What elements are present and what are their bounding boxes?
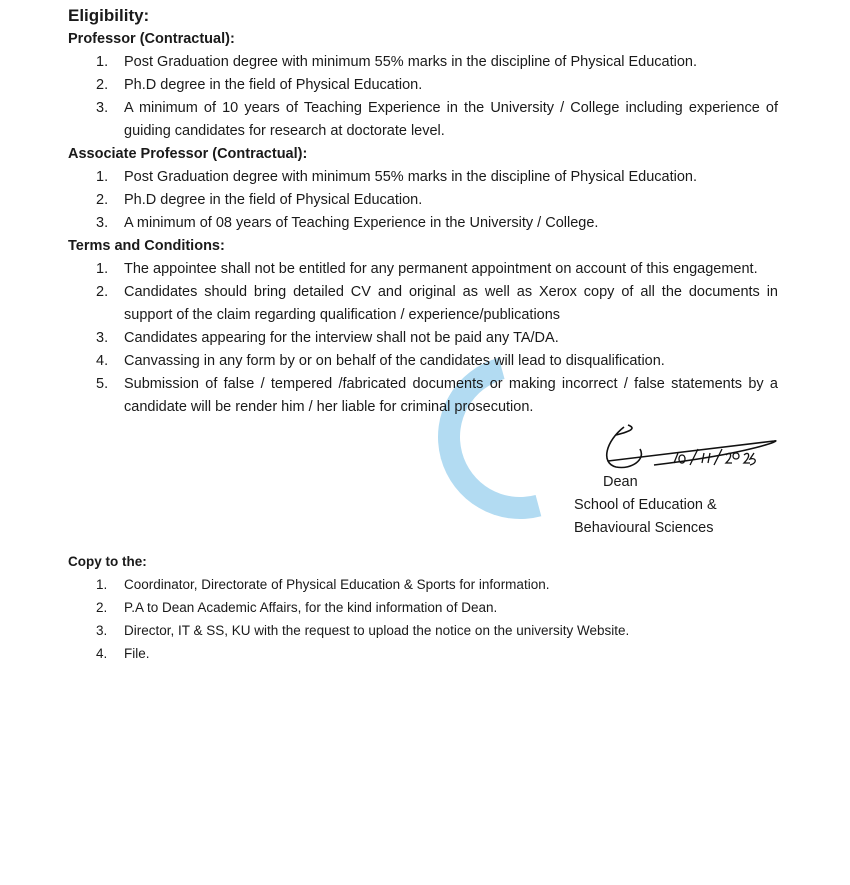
signature	[594, 423, 794, 471]
list-number: 3.	[96, 623, 108, 638]
list-number: 2.	[96, 284, 109, 300]
terms-heading: Terms and Conditions:	[68, 238, 225, 254]
list-text: Ph.D degree in the field of Physical Education.	[124, 192, 423, 208]
list-text: P.A to Dean Academic Affairs, for the kind information of Dean.	[124, 600, 498, 615]
list-item	[68, 596, 768, 619]
list-item	[68, 373, 778, 419]
list-item	[68, 281, 778, 327]
list-item	[68, 166, 778, 189]
signature-area	[574, 423, 814, 540]
list-item	[68, 327, 778, 350]
eligibility-heading: Eligibility:	[68, 6, 150, 25]
signature-block	[574, 471, 814, 540]
list-number: 3.	[96, 330, 109, 346]
list-number: 2.	[96, 600, 108, 615]
professor-heading: Professor (Contractual):	[68, 31, 235, 47]
list-number: 1.	[96, 54, 109, 70]
list-text: Coordinator, Directorate of Physical Education & Sports for information.	[124, 577, 550, 592]
signatory-title: Dean	[603, 474, 638, 490]
list-item	[68, 189, 778, 212]
list-number: 4.	[96, 646, 108, 661]
list-item	[68, 573, 768, 596]
list-number: 1.	[96, 577, 108, 592]
list-text: A minimum of 10 years of Teaching Experience in the University / College including experience of guiding candidates for research at doctorate level.	[124, 100, 778, 139]
associate-list	[68, 166, 778, 235]
list-item	[68, 642, 768, 665]
list-text: Director, IT & SS, KU with the request to upload the notice on the university Website.	[124, 623, 630, 638]
professor-list	[68, 51, 778, 143]
associate-heading: Associate Professor (Contractual):	[68, 146, 308, 162]
copy-heading: Copy to the:	[68, 554, 147, 569]
list-text: Submission of false / tempered /fabricated documents or making incorrect / false statements by a candidate will be render him / her liable for criminal prosecution.	[124, 376, 778, 415]
list-item	[68, 74, 778, 97]
terms-list	[68, 258, 778, 419]
list-item	[68, 258, 778, 281]
list-item	[68, 51, 778, 74]
list-number: 3.	[96, 215, 109, 231]
list-number: 1.	[96, 261, 109, 277]
list-text: Post Graduation degree with minimum 55% marks in the discipline of Physical Education.	[124, 169, 698, 185]
list-item	[68, 97, 778, 143]
signatory-dept-line1: School of Education &	[574, 497, 717, 513]
list-number: 2.	[96, 77, 109, 93]
copy-list	[68, 573, 768, 665]
list-text: Ph.D degree in the field of Physical Education.	[124, 77, 423, 93]
list-text: Candidates should bring detailed CV and original as well as Xerox copy of all the documents in support of the claim regarding qualification / experience/publications	[124, 284, 778, 323]
list-text: A minimum of 08 years of Teaching Experience in the University / College.	[124, 215, 599, 231]
list-number: 2.	[96, 192, 109, 208]
list-number: 1.	[96, 169, 109, 185]
list-item	[68, 619, 768, 642]
list-text: Candidates appearing for the interview shall not be paid any TA/DA.	[124, 330, 559, 346]
document-body	[68, 4, 778, 419]
list-text: File.	[124, 646, 150, 661]
list-text: Post Graduation degree with minimum 55% marks in the discipline of Physical Education.	[124, 54, 698, 70]
signatory-dept-line2: Behavioural Sciences	[574, 520, 714, 536]
list-number: 5.	[96, 376, 109, 392]
list-item	[68, 212, 778, 235]
list-number: 4.	[96, 353, 109, 369]
list-text: The appointee shall not be entitled for any permanent appointment on account of this engagement.	[124, 261, 758, 277]
list-number: 3.	[96, 100, 109, 116]
list-item	[68, 350, 778, 373]
copy-to-section	[68, 550, 768, 665]
list-text: Canvassing in any form by or on behalf of the candidates will lead to disqualification.	[124, 353, 665, 369]
